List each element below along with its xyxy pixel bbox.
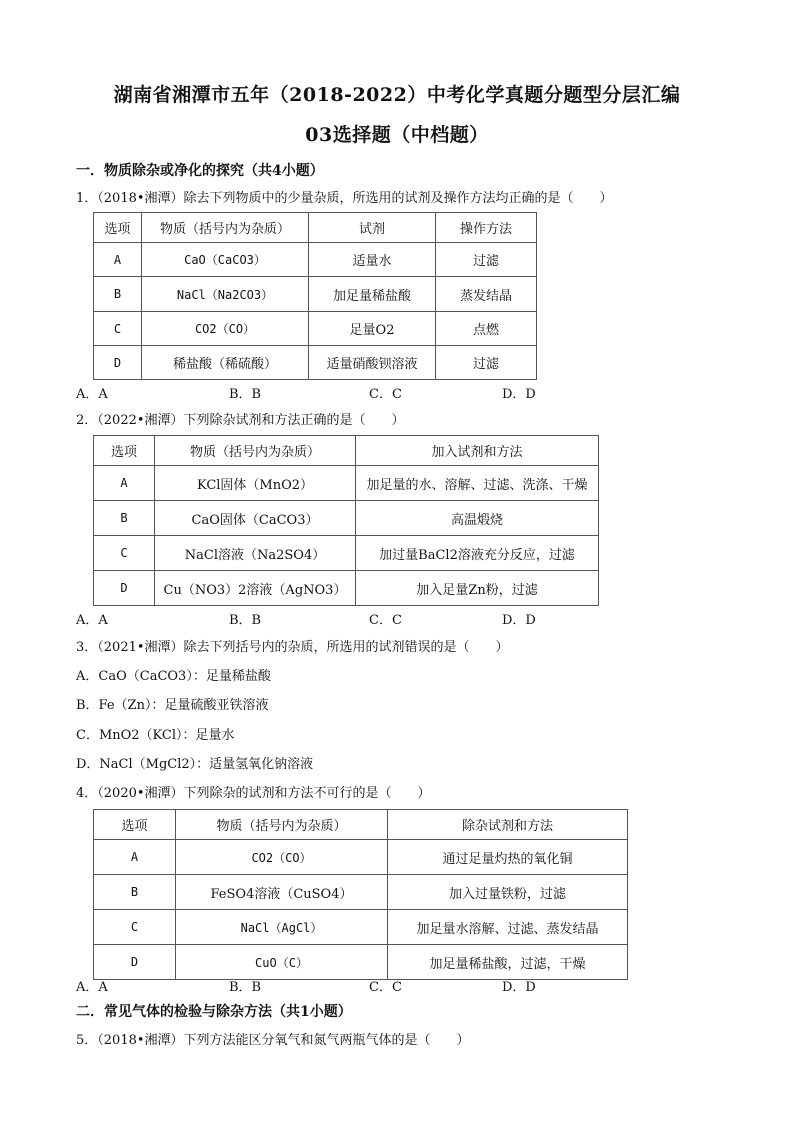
option-a[interactable]: A．A xyxy=(76,613,108,628)
question-3-stem: 3．（2021•湘潭）除去下列括号内的杂质，所选用的试剂错误的是（ ） xyxy=(76,640,509,655)
table-row xyxy=(94,910,628,945)
table-row xyxy=(94,536,599,571)
question-1-table xyxy=(93,212,537,380)
table-cell: CuO（C） xyxy=(176,945,388,980)
table-row xyxy=(94,571,599,606)
table-cell: 加足量的水、溶解、过滤、洗涤、干燥 xyxy=(356,466,599,501)
table-header-cell: 加入试剂和方法 xyxy=(356,436,599,466)
section-heading-1: 一．物质除杂或净化的探究（共4小题） xyxy=(76,163,324,179)
table-cell: A xyxy=(94,840,176,875)
table-header-cell: 试剂 xyxy=(309,213,436,243)
table-cell: A xyxy=(94,466,155,501)
option-d[interactable]: D．D xyxy=(502,387,536,402)
table-cell: 通过足量灼热的氧化铜 xyxy=(388,840,628,875)
table-cell: 过滤 xyxy=(436,346,537,380)
table-cell: CO2（CO） xyxy=(142,312,309,346)
option-c[interactable]: C．C xyxy=(369,387,402,402)
table-header-row xyxy=(94,213,537,243)
option-b[interactable]: B．B xyxy=(229,980,262,995)
document-title-line1: 湖南省湘潭市五年（2018-2022）中考化学真题分题型分层汇编 xyxy=(113,84,681,106)
table-cell: 稀盐酸（稀硫酸） xyxy=(142,346,309,380)
table-cell: C xyxy=(94,536,155,571)
table-cell: 点燃 xyxy=(436,312,537,346)
question-3-choice-b[interactable]: B．Fe（Zn）：足量硫酸亚铁溶液 xyxy=(76,698,269,713)
table-header-cell: 操作方法 xyxy=(436,213,537,243)
table-row xyxy=(94,945,628,980)
table-cell: 足量O2 xyxy=(309,312,436,346)
table-header-row xyxy=(94,436,599,466)
option-b[interactable]: B．B xyxy=(229,613,262,628)
table-cell: FeSO4溶液（CuSO4） xyxy=(176,875,388,910)
question-1-options xyxy=(76,383,616,402)
table-row xyxy=(94,840,628,875)
table-header-cell: 物质（括号内为杂质） xyxy=(176,810,388,840)
option-c[interactable]: C．C xyxy=(369,613,402,628)
table-cell: 加入过量铁粉，过滤 xyxy=(388,875,628,910)
question-5-stem: 5．（2018•湘潭）下列方法能区分氧气和氮气两瓶气体的是（ ） xyxy=(76,1033,470,1048)
table-header-cell: 物质（括号内为杂质） xyxy=(155,436,356,466)
table-cell: C xyxy=(94,910,176,945)
option-a[interactable]: A．A xyxy=(76,980,108,995)
table-cell: 加足量稀盐酸 xyxy=(309,277,436,312)
question-4-table xyxy=(93,809,628,980)
table-cell: 加足量水溶解、过滤、蒸发结晶 xyxy=(388,910,628,945)
table-cell: NaCl（AgCl） xyxy=(176,910,388,945)
section-heading-2: 二．常见气体的检验与除杂方法（共1小题） xyxy=(76,1004,352,1020)
table-row xyxy=(94,346,537,380)
table-cell: 加足量稀盐酸，过滤，干燥 xyxy=(388,945,628,980)
question-2-table xyxy=(93,435,599,606)
question-4-stem: 4．（2020•湘潭）下列除杂的试剂和方法不可行的是（ ） xyxy=(76,786,431,801)
table-row xyxy=(94,243,537,277)
table-cell: C xyxy=(94,312,142,346)
table-cell: D xyxy=(94,945,176,980)
table-cell: 适量硝酸钡溶液 xyxy=(309,346,436,380)
table-cell: CaO（CaCO3） xyxy=(142,243,309,277)
table-cell: 加入足量Zn粉，过滤 xyxy=(356,571,599,606)
option-b[interactable]: B．B xyxy=(229,387,262,402)
question-1-stem: 1．（2018•湘潭）除去下列物质中的少量杂质，所选用的试剂及操作方法均正确的是（ ） xyxy=(76,191,613,206)
table-cell: D xyxy=(94,571,155,606)
document-title-line2: 03选择题（中档题） xyxy=(305,124,489,146)
table-header-cell: 选项 xyxy=(94,436,155,466)
option-c[interactable]: C．C xyxy=(369,980,402,995)
question-3-choice-d[interactable]: D．NaCl（MgCl2）：适量氢氧化钠溶液 xyxy=(76,757,314,772)
option-d[interactable]: D．D xyxy=(502,980,536,995)
table-cell: NaCl溶液（Na2SO4） xyxy=(155,536,356,571)
table-cell: 高温煅烧 xyxy=(356,501,599,536)
table-cell: Cu（NO3）2溶液（AgNO3） xyxy=(155,571,356,606)
table-cell: KCl固体（MnO2） xyxy=(155,466,356,501)
table-header-cell: 选项 xyxy=(94,213,142,243)
table-row xyxy=(94,466,599,501)
table-row xyxy=(94,312,537,346)
table-cell: 加过量BaCl2溶液充分反应，过滤 xyxy=(356,536,599,571)
table-cell: A xyxy=(94,243,142,277)
table-cell: 适量水 xyxy=(309,243,436,277)
table-row xyxy=(94,277,537,312)
question-2-options xyxy=(76,609,616,628)
table-header-cell: 选项 xyxy=(94,810,176,840)
table-cell: B xyxy=(94,875,176,910)
table-cell: 蒸发结晶 xyxy=(436,277,537,312)
table-row xyxy=(94,501,599,536)
table-cell: B xyxy=(94,277,142,312)
table-cell: 过滤 xyxy=(436,243,537,277)
table-cell: B xyxy=(94,501,155,536)
table-cell: CO2（CO） xyxy=(176,840,388,875)
table-cell: CaO固体（CaCO3） xyxy=(155,501,356,536)
question-3-choice-a[interactable]: A．CaO（CaCO3）：足量稀盐酸 xyxy=(76,669,271,684)
question-4-options xyxy=(76,976,616,995)
table-cell: NaCl（Na2CO3） xyxy=(142,277,309,312)
table-header-cell: 除杂试剂和方法 xyxy=(388,810,628,840)
option-a[interactable]: A．A xyxy=(76,387,108,402)
table-header-cell: 物质（括号内为杂质） xyxy=(142,213,309,243)
option-d[interactable]: D．D xyxy=(502,613,536,628)
question-3-choice-c[interactable]: C．MnO2（KCl）：足量水 xyxy=(76,728,235,743)
table-row xyxy=(94,875,628,910)
question-2-stem: 2．（2022•湘潭）下列除杂试剂和方法正确的是（ ） xyxy=(76,413,405,428)
table-cell: D xyxy=(94,346,142,380)
table-header-row xyxy=(94,810,628,840)
